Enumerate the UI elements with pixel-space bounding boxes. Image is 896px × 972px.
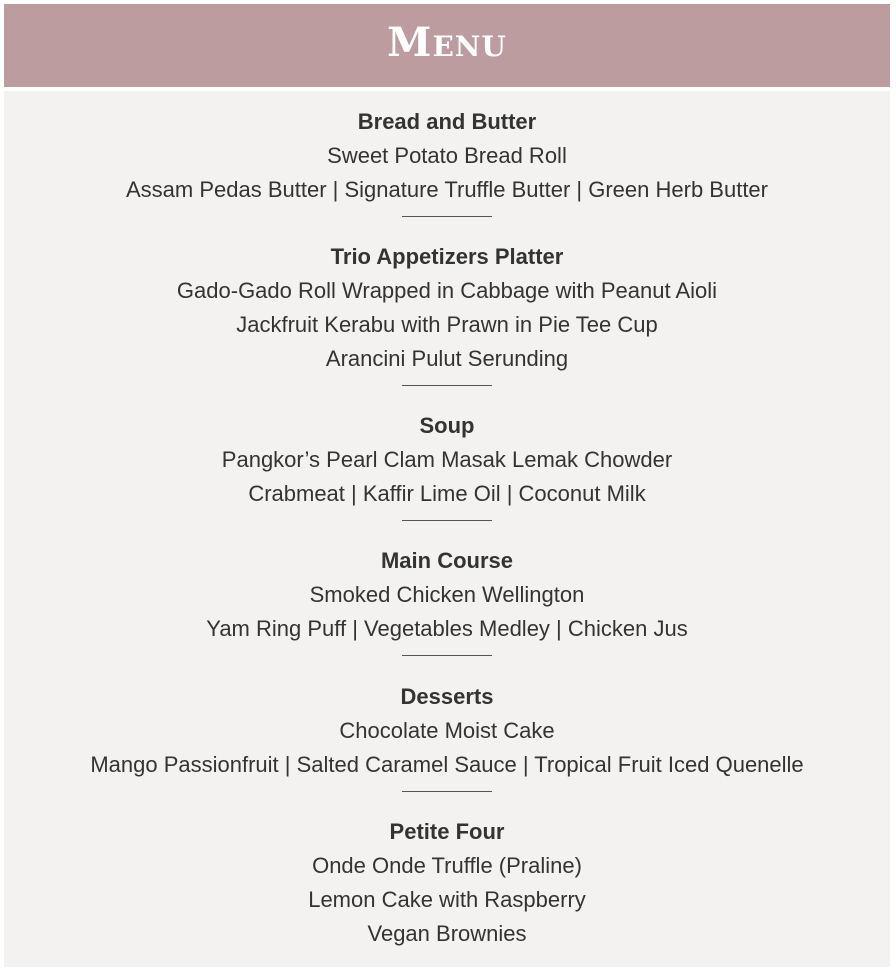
section-title: Main Course xyxy=(380,548,514,573)
menu-header xyxy=(4,4,890,87)
menu-item: Jackfruit Kerabu with Prawn in Pie Tee Cup xyxy=(236,312,658,337)
menu-section-desserts xyxy=(4,680,890,792)
menu-item: Vegan Brownies xyxy=(367,921,527,946)
menu-section-bread-and-butter xyxy=(4,105,890,217)
menu-item: Lemon Cake with Raspberry xyxy=(308,887,586,912)
menu-item: Mango Passionfruit | Salted Caramel Sauce | Tropical Fruit Iced Quenelle xyxy=(90,752,804,777)
section-divider xyxy=(402,216,492,217)
section-title: Bread and Butter xyxy=(357,109,537,134)
menu-section-petite-four xyxy=(4,815,890,951)
section-title: Trio Appetizers Platter xyxy=(330,244,564,269)
section-divider xyxy=(402,791,492,792)
section-divider xyxy=(402,520,492,521)
menu-item: Yam Ring Puff | Vegetables Medley | Chicken Jus xyxy=(206,616,688,641)
menu-item: Onde Onde Truffle (Praline) xyxy=(312,853,582,878)
section-title: Petite Four xyxy=(389,819,505,844)
section-divider xyxy=(402,655,492,656)
menu-body xyxy=(4,91,890,967)
section-title: Desserts xyxy=(400,684,494,709)
menu-item: Gado-Gado Roll Wrapped in Cabbage with Peanut Aioli xyxy=(176,278,718,303)
menu-item: Smoked Chicken Wellington xyxy=(309,582,585,607)
menu-item: Crabmeat | Kaffir Lime Oil | Coconut Milk xyxy=(248,481,646,506)
menu-item: Assam Pedas Butter | Signature Truffle Butter | Green Herb Butter xyxy=(126,177,768,202)
menu-item: Chocolate Moist Cake xyxy=(339,718,555,743)
section-title: Soup xyxy=(419,413,475,438)
section-divider xyxy=(402,385,492,386)
menu-item: Arancini Pulut Serunding xyxy=(325,346,569,371)
page-title: Menu xyxy=(387,19,507,66)
menu-item: Pangkor’s Pearl Clam Masak Lemak Chowder xyxy=(221,447,673,472)
menu-item: Sweet Potato Bread Roll xyxy=(327,143,567,168)
menu-section-trio-appetizers xyxy=(4,240,890,386)
menu-section-main-course xyxy=(4,544,890,656)
menu-section-soup xyxy=(4,409,890,521)
